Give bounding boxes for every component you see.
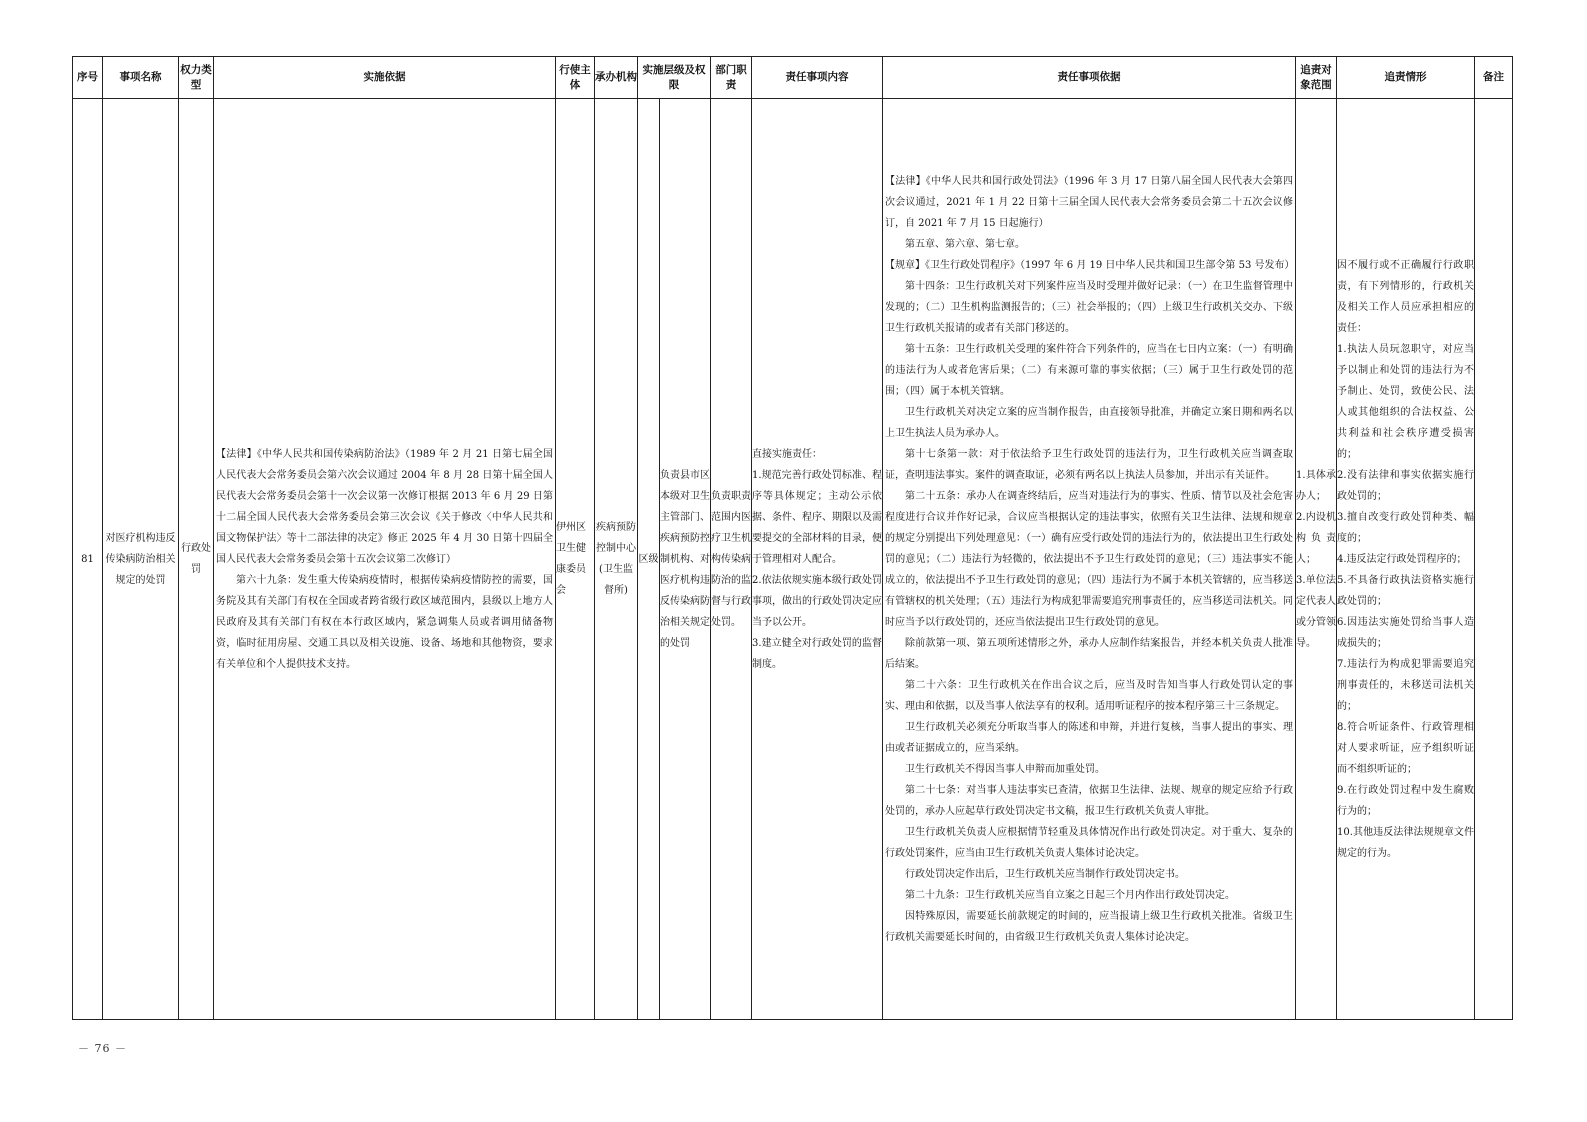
row-agency: 疾病预防控制中心(卫生监督所): [595, 99, 638, 1020]
resp-basis-paragraph: 第二十七条：对当事人违法事实已查清，依据卫生法律、法规、规章的规定应给予行政处罚的，承办人应起草行政处罚决定书文稿，报卫生行政机关负责人审批。: [885, 784, 1293, 817]
row-subject: 伊州区卫生健康委员会: [556, 99, 595, 1020]
duty-list-table: [72, 56, 1513, 1020]
table-row: [73, 99, 1513, 1020]
basis-paragraph: 第六十九条：发生重大传染病疫情时，根据传染病疫情防控的需要，国务院及其有关部门有权在全国或者跨省级行政区域范围内，县级以上地方人民政府及其有关部门有权在本行政区域内，紧急调集人员或者调用储备物资，临时征用房屋、交通工具以及相关设施、设备、场地和其他物资，要求有关单位和个人提供技术支持。: [216, 574, 553, 670]
resp-content-item: 1.规范完善行政处罚标准、程序等具体规定；主动公示依据、条件、程序、期限以及需要提交的全部材料的目录，便于管理相对人配合。: [752, 469, 882, 565]
row-power-type: 行政处罚: [179, 99, 214, 1020]
row-seq: 81: [73, 99, 103, 1020]
header-accountability: 追责情形: [1337, 57, 1475, 99]
resp-basis-paragraph: 卫生行政机关对决定立案的应当制作报告，由直接领导批准，并确定立案日期和两名以上卫生执法人员为承办人。: [885, 406, 1293, 439]
row-level: 区级: [638, 99, 660, 1020]
header-resp-basis: 责任事项依据: [883, 57, 1296, 99]
resp-basis-paragraph: 因特殊原因，需要延长前款规定的时间的，应当报请上级卫生行政机关批准。省级卫生行政机关需要延长时间的，由省级卫生行政机关负责人集体讨论决定。: [885, 910, 1293, 943]
resp-basis-paragraph: 第十七条第一款：对于依法给予卫生行政处罚的违法行为，卫生行政机关应当调查取证，查明违法事实。案件的调查取证，必须有两名以上执法人员参加，并出示有关证件。: [885, 448, 1293, 481]
accountability-item: 3.擅自改变行政处罚种类、幅度的；: [1337, 511, 1474, 544]
accountability-item: 因不履行或不正确履行行政职责，有下列情形的，行政机关及相关工作人员应承担相应的责任：: [1337, 259, 1474, 334]
accountable-item: 3.单位法定代表人或分管领导。: [1296, 574, 1336, 649]
resp-content-item: 3.建立健全对行政处罚的监督制度。: [752, 637, 882, 670]
accountability-item: 2.没有法律和事实依据实施行政处罚的；: [1337, 469, 1474, 502]
row-remarks: [1475, 99, 1513, 1020]
accountability-item: 5.不具备行政执法资格实施行政处罚的；: [1337, 574, 1474, 607]
header-row: [73, 57, 1513, 99]
header-remarks: 备注: [1475, 57, 1513, 99]
header-item-name: 事项名称: [103, 57, 179, 99]
row-accountable: [1296, 99, 1337, 1020]
accountable-item: 1.具体承办人；: [1296, 469, 1336, 502]
resp-basis-paragraph: 【法律】《中华人民共和国行政处罚法》（1996 年 3 月 17 日第八届全国人民代表大会第四次会议通过，2021 年 1 月 22 日第十三届全国人民代表大会常务委员会第二十五次会议修订，自 2021 年 7 月 15 日起施行）: [885, 175, 1293, 229]
resp-basis-paragraph: 第二十六条：卫生行政机关在作出合议之后，应当及时告知当事人行政处罚认定的事实、理由和依据，以及当事人依法享有的权利。适用听证程序的按本程序第三十三条规定。: [885, 679, 1293, 712]
resp-basis-paragraph: 第十四条：卫生行政机关对下列案件应当及时受理并做好记录：（一）在卫生监督管理中发现的；（二）卫生机构监测报告的；（三）社会举报的；（四）上级卫生行政机关交办、下级卫生行政机关报请的或者有关部门移送的。: [885, 280, 1293, 334]
page-number: － 76 －: [78, 1042, 127, 1055]
accountability-item: 4.违反法定行政处罚程序的；: [1337, 553, 1467, 565]
row-basis: [214, 99, 556, 1020]
resp-basis-paragraph: 卫生行政机关不得因当事人申辩而加重处罚。: [905, 763, 1105, 775]
header-power-type: 权力类型: [179, 57, 214, 99]
accountability-item: 1.执法人员玩忽职守，对应当予以制止和处罚的违法行为不予制止、处罚，致使公民、法人或其他组织的合法权益、公共利益和社会秩序遭受损害的；: [1337, 343, 1474, 460]
header-basis: 实施依据: [214, 57, 556, 99]
resp-basis-paragraph: 第二十五条：承办人在调查终结后，应当对违法行为的事实、性质、情节以及社会危害程度进行合议并作好记录，合议应当根据认定的违法事实，依照有关卫生法律、法规和规章的规定分别提出下列处理意见：（一）确有应受行政处罚的违法行为的，依法提出卫生行政处罚的意见；（二）违法行为轻微的，依法提出不予卫生行政处罚的意见；（三）违法事实不能成立的，依法提出不予卫生行政处罚的意见；（四）违法行为不属于本机关管辖的，应当移送有管辖权的机关处理；（五）违法行为构成犯罪需要追究刑事责任的，应当移送司法机关。同时应当予以行政处罚的，还应当依法提出卫生行政处罚的意见。: [885, 490, 1293, 628]
row-dept-duty: 负责职责范围内医疗卫生机构传染病防治的监督与行政处罚。: [711, 99, 752, 1020]
header-dept-duty: 部门职责: [711, 57, 752, 99]
row-resp-content: [752, 99, 883, 1020]
resp-content-item: 2.依法依规实施本级行政处罚事项，做出的行政处罚决定应当予以公开。: [752, 574, 882, 628]
resp-basis-paragraph: 第十五条：卫生行政机关受理的案件符合下列条件的，应当在七日内立案：（一）有明确的违法行为人或者危害后果；（二）有来源可靠的事实依据；（三）属于卫生行政处罚的范围；（四）属于本机关管辖。: [885, 343, 1293, 397]
table-header: [73, 57, 1513, 99]
accountability-item: 8.符合听证条件、行政管理相对人要求听证，应予组织听证而不组织听证的；: [1337, 721, 1474, 775]
resp-basis-paragraph: 卫生行政机关必须充分听取当事人的陈述和申辩，并进行复核，当事人提出的事实、理由或者证据成立的，应当采纳。: [885, 721, 1293, 754]
accountable-item: 2.内设机构负责人；: [1296, 511, 1336, 565]
accountability-item: 6.因违法实施处罚给当事人造成损失的；: [1337, 616, 1474, 649]
accountability-item: 10.其他违反法律法规规章文件规定的行为。: [1337, 826, 1474, 859]
header-subject: 行使主体: [556, 57, 595, 99]
resp-basis-paragraph: 第二十九条：卫生行政机关应当自立案之日起三个月内作出行政处罚决定。: [905, 889, 1235, 901]
resp-basis-paragraph: 卫生行政机关负责人应根据情节轻重及具体情况作出行政处罚决定。对于重大、复杂的行政处罚案件，应当由卫生行政机关负责人集体讨论决定。: [885, 826, 1293, 859]
resp-basis-paragraph: 除前款第一项、第五项所述情形之外，承办人应制作结案报告，并经本机关负责人批准后结案。: [885, 637, 1293, 670]
accountability-item: 9.在行政处罚过程中发生腐败行为的；: [1337, 784, 1474, 817]
row-item-name: 对医疗机构违反传染病防治相关规定的处罚: [103, 99, 179, 1020]
header-seq: 序号: [73, 57, 103, 99]
header-resp-content: 责任事项内容: [752, 57, 883, 99]
header-accountable: 追责对象范围: [1296, 57, 1337, 99]
row-accountability: [1337, 99, 1475, 1020]
resp-basis-paragraph: 【规章】《卫生行政处罚程序》（1997 年 6 月 19 日中华人民共和国卫生部令第 53 号发布）: [885, 259, 1295, 271]
resp-basis-paragraph: 第五章、第六章、第七章。: [905, 238, 1025, 250]
resp-content-item: 直接实施责任：: [752, 448, 822, 460]
resp-basis-paragraph: 行政处罚决定作出后，卫生行政机关应当制作行政处罚决定书。: [905, 868, 1185, 880]
header-agency: 承办机构: [595, 57, 638, 99]
row-resp-basis: [883, 99, 1296, 1020]
row-level-scope: 负责县市区本级对卫生主管部门、疾病预防控制机构、对医疗机构违反传染病防治相关规定的处罚: [660, 99, 711, 1020]
accountability-item: 7.违法行为构成犯罪需要追究刑事责任的，未移送司法机关的；: [1337, 658, 1474, 712]
basis-paragraph: 【法律】《中华人民共和国传染病防治法》（1989 年 2 月 21 日第七届全国人民代表大会常务委员会第六次会议通过 2004 年 8 月 28 日第十届全国人民代表大会常务委员会第十一次会议第一次修订根据 2013 年 6 月 29 日第十二届全国人民代表大会常务委员会第三次会议《关于修改〈中华人民共和国文物保护法〉等十二部法律的决定》修正 2025 年 4 月 30 日第十四届全国人民代表大会常务委员会第十五次会议第二次修订）: [216, 448, 553, 565]
header-level: 实施层级及权限: [638, 57, 711, 99]
